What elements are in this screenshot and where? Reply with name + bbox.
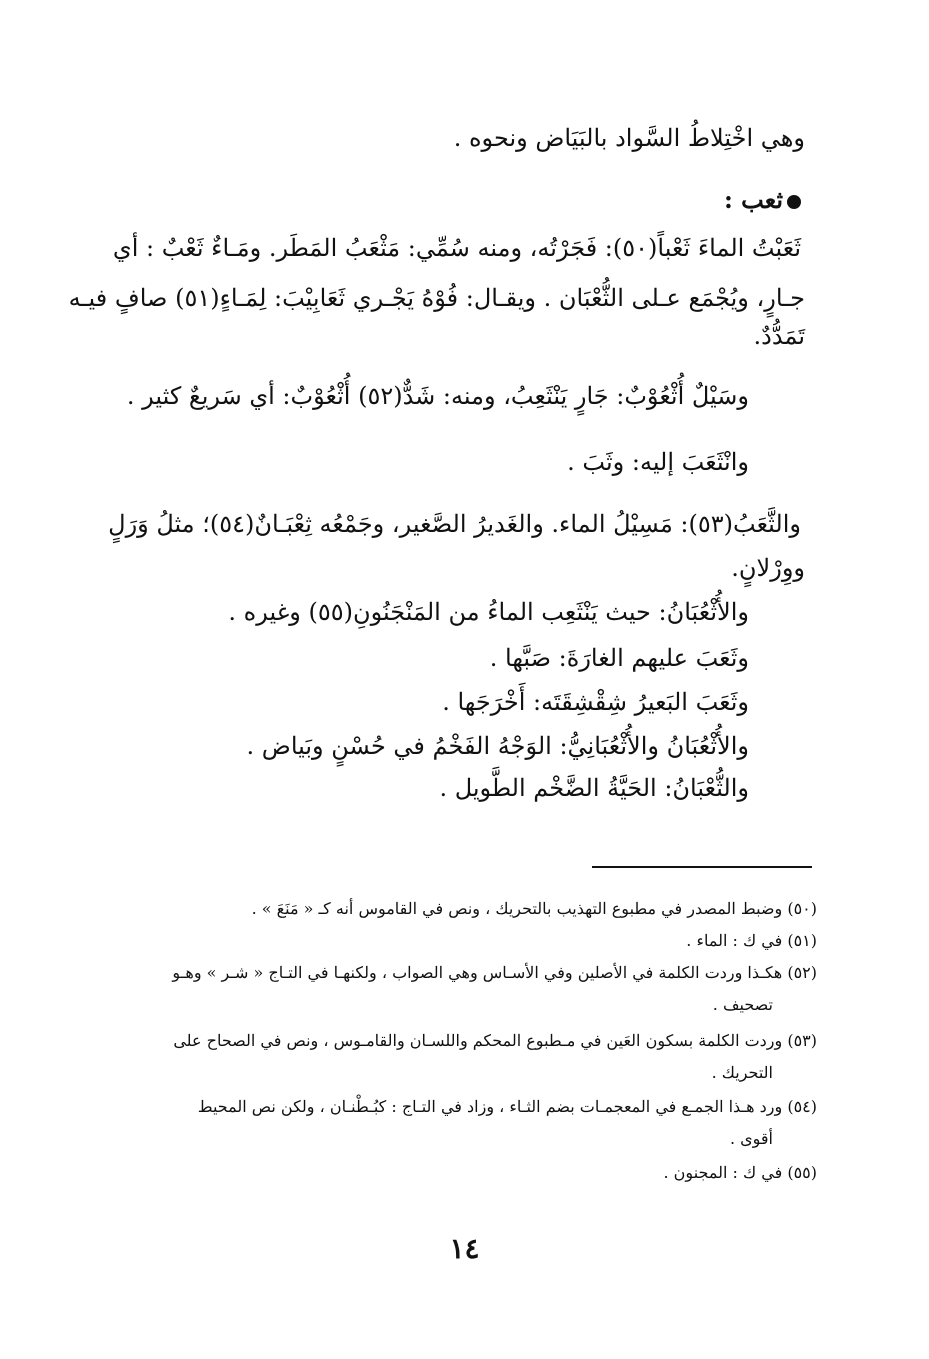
footnote-54-cont: أقوى . (729, 1129, 773, 1148)
footnote-52: (٥٢) هكـذا وردت الكلمة في الأصلين وفي الأسـاس وهي الصواب ، ولكنهـا في التـاج « شـر » وهـو (172, 963, 817, 982)
body-line-4: جـارٍ، ويُجْمَع عـلى الثُّعْبَان . ويقـال: فُوْهُ يَجْـري ثَعَابِيْبَ: لِمَـاءٍ(٥١) صافٍ فيـه (68, 284, 805, 312)
footnote-divider (592, 866, 812, 868)
body-line-9: ووِرْلانٍ. (731, 554, 805, 582)
body-line-10: والأُثْعُبَانُ: حيث يَنْثَعِب الماءُ من المَنْجَنُونِ(٥٥) وغيره . (228, 598, 749, 626)
footnote-51: (٥١) في ك : الماء . (686, 931, 817, 950)
body-line-14: والثُّعْبَانُ: الحَيَّةُ الضَّخْم الطَّويل . (439, 774, 749, 802)
entry-heading-text: ثعب : (723, 185, 783, 214)
body-line-5: تَمَدُّدٌ. (753, 322, 805, 350)
body-line-13: والأُثْعُبَانُ والأُثْعُبَانِيُّ: الوَجْهُ الفَخْمُ في حُسْنٍ وبَياض . (246, 732, 749, 760)
footnote-55: (٥٥) في ك : المجنون . (663, 1163, 817, 1182)
body-line-11: وثَعَبَ عليهم الغارَةَ: صَبَّها . (489, 644, 749, 672)
body-line-7: وانْثَعَبَ إليه: وثَبَ . (567, 448, 749, 476)
body-line-3: ثَعَبْتُ الماءَ ثَعْباً(٥٠): فَجَرْتُه، ومنه سُمِّي: مَثْعَبُ المَطَر. ومَـاءٌ ثَعْبٌ : أي (112, 234, 801, 262)
footnote-52-cont: تصحيف . (712, 995, 773, 1014)
footnote-53: (٥٣) وردت الكلمة بسكون العَين في مـطبوع المحكم واللسـان والقامـوس ، ونص في الصحاح على (173, 1031, 817, 1050)
body-line-1: وهي اخْتِلاطُ السَّواد بالبَيَاض ونحوه . (453, 124, 805, 152)
body-line-6: وسَيْلٌ أُثْعُوْبٌ: جَارٍ يَنْثَعِبُ، ومنه: شَدٌّ(٥٢) أُثْعُوْبٌ: أي سَريعٌ كثير . (126, 382, 749, 410)
entry-heading (724, 184, 801, 216)
footnote-54: (٥٤) ورد هـذا الجمـع في المعجمـات بضم الثـاء ، وزاد في التـاج : كبُـطْنـان ، ولكن نص المحيط (197, 1097, 817, 1116)
body-line-8: والثَّعَبُ(٥٣): مَسِيْلُ الماء. والغَديرُ الصَّغير، وجَمْعُه ثِعْبَـانٌ(٥٤)؛ مثلُ وَرَلٍ (108, 510, 801, 538)
bullet-icon (787, 195, 801, 209)
page-number: ١٤ (449, 1232, 480, 1265)
body-line-12: وثَعَبَ البَعيرُ شِقْشِقَتَه: أَخْرَجَها . (442, 688, 749, 716)
footnote-50: (٥٠) وضبط المصدر في مطبوع التهذيب بالتحريك ، ونص في القاموس أنه كـ « مَنَعَ » . (251, 899, 817, 918)
footnote-53-cont: التحريك . (711, 1063, 773, 1082)
